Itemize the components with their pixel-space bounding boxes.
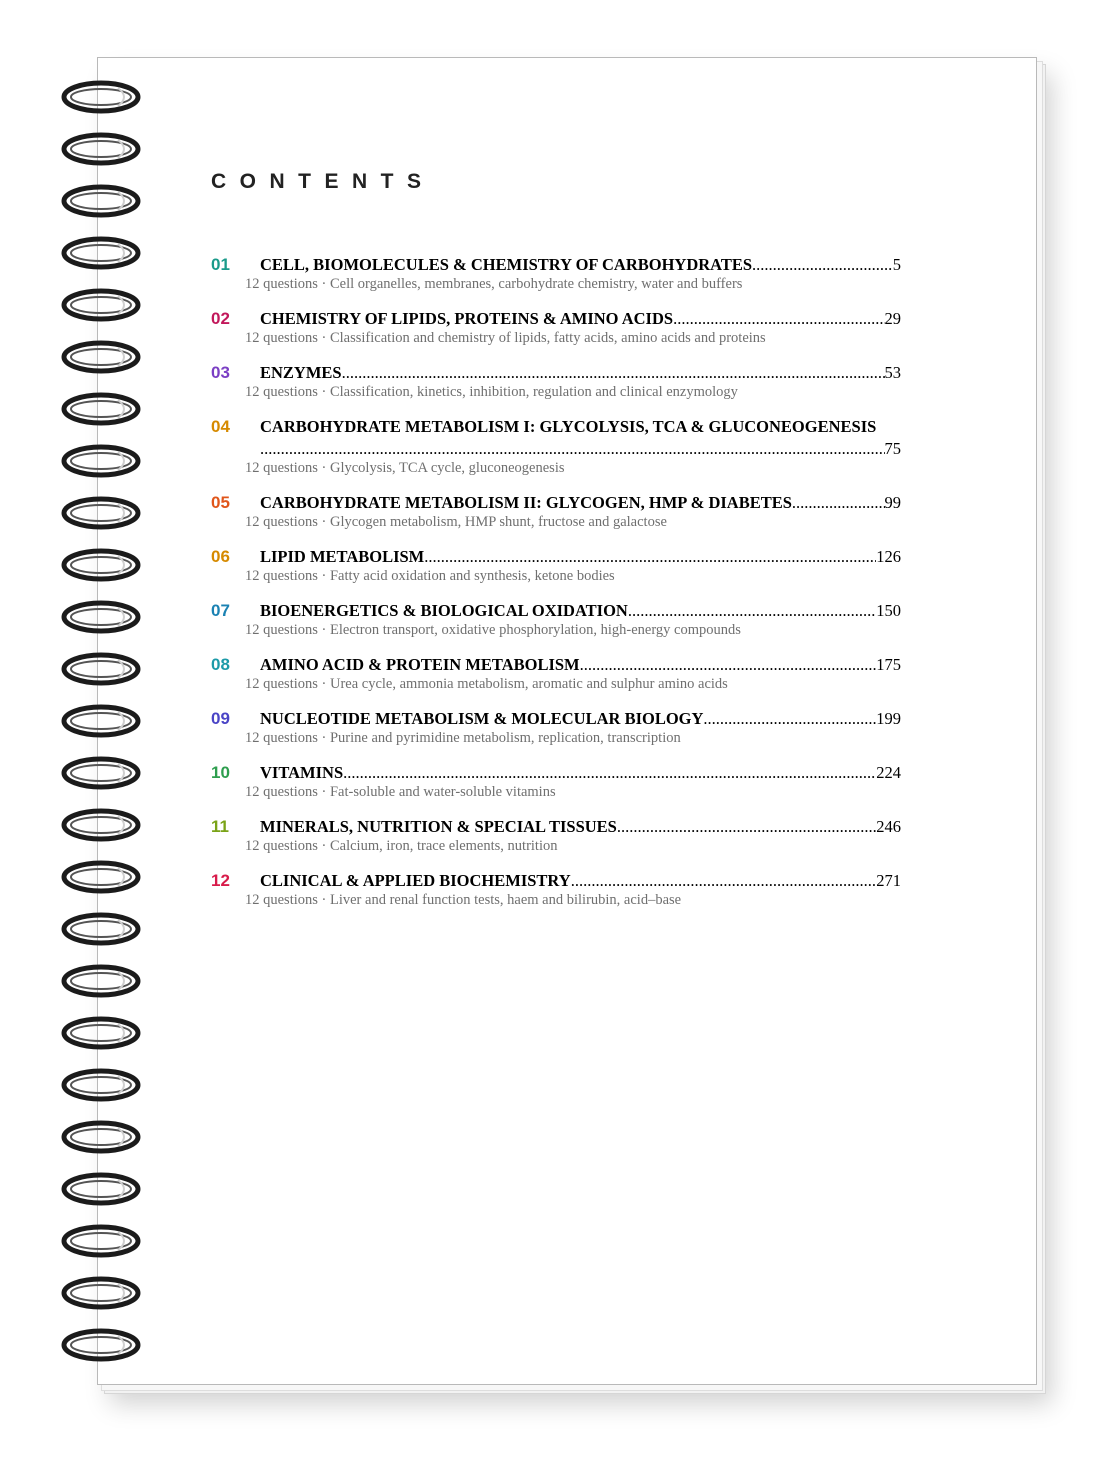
spiral-coil: [64, 1331, 138, 1359]
chapter-number: 06: [211, 547, 230, 566]
chapter-title: NUCLEOTIDE METABOLISM & MOLECULAR BIOLOGY: [260, 709, 704, 728]
page-number: 224: [876, 763, 901, 782]
toc-entry[interactable]: [211, 254, 901, 293]
toc-entry[interactable]: [211, 362, 901, 401]
spiral-coil: [64, 759, 138, 787]
chapter-number: 04: [211, 417, 230, 436]
notebook-page: [97, 57, 1037, 1385]
spiral-coil: [64, 551, 138, 579]
chapter-title: LIPID METABOLISM: [260, 547, 425, 566]
spiral-coil: [64, 655, 138, 683]
spiral-coil: [64, 239, 138, 267]
chapter-number: 02: [211, 309, 230, 328]
spiral-coil: [64, 1175, 138, 1203]
chapter-title: VITAMINS: [260, 763, 344, 782]
chapter-description: 12 questions · Purine and pyrimidine metabolism, replication, transcription: [245, 730, 681, 746]
dot-leader: [617, 816, 876, 837]
toc-entry[interactable]: [211, 308, 901, 347]
chapter-description: 12 questions · Electron transport, oxidative phosphorylation, high-energy compounds: [245, 622, 741, 638]
chapter-number: 12: [211, 871, 230, 890]
spiral-coil: [64, 863, 138, 891]
dot-leader: [260, 438, 885, 459]
toc-entry[interactable]: [211, 870, 901, 909]
chapter-description: 12 questions · Liver and renal function tests, haem and bilirubin, acid–base: [245, 892, 682, 908]
contents-heading: CONTENTS: [211, 170, 435, 193]
spiral-coil: [64, 811, 138, 839]
page-number: 5: [892, 255, 901, 274]
page-number: 126: [876, 547, 901, 566]
dot-leader: [580, 654, 877, 675]
chapter-title: CHEMISTRY OF LIPIDS, PROTEINS & AMINO ACIDS: [260, 309, 674, 328]
chapter-title: ENZYMES: [260, 363, 342, 382]
chapter-number: 11: [211, 817, 229, 836]
spiral-coil: [64, 603, 138, 631]
chapter-title: MINERALS, NUTRITION & SPECIAL TISSUES: [260, 817, 617, 836]
page-number: 53: [884, 363, 901, 382]
spiral-coil: [64, 447, 138, 475]
page-number: 271: [876, 871, 901, 890]
spiral-coil: [64, 291, 138, 319]
spiral-coil: [64, 967, 138, 995]
chapter-description: 12 questions · Cell organelles, membranes, carbohydrate chemistry, water and buffers: [245, 276, 743, 292]
chapter-description: 12 questions · Glycogen metabolism, HMP shunt, fructose and galactose: [245, 514, 667, 530]
toc-entry[interactable]: [211, 708, 901, 747]
spiral-binding: [60, 78, 150, 1378]
toc-entry[interactable]: [211, 416, 901, 477]
page-number: 99: [884, 493, 901, 512]
toc-entry[interactable]: [211, 600, 901, 639]
spiral-coil: [64, 1123, 138, 1151]
toc-entry[interactable]: [211, 546, 901, 585]
toc-entry[interactable]: [211, 762, 901, 801]
dot-leader: [752, 254, 893, 275]
chapter-number: 03: [211, 363, 230, 382]
chapter-description: 12 questions · Classification and chemistry of lipids, fatty acids, amino acids and proteins: [245, 330, 766, 346]
chapter-title: CELL, BIOMOLECULES & CHEMISTRY OF CARBOHYDRATES: [260, 255, 753, 274]
dot-leader: [703, 708, 876, 729]
chapter-title: CLINICAL & APPLIED BIOCHEMISTRY: [260, 871, 571, 890]
chapter-description: 12 questions · Fat-soluble and water-soluble vitamins: [245, 784, 556, 800]
chapter-title: AMINO ACID & PROTEIN METABOLISM: [260, 655, 580, 674]
spiral-coil: [64, 915, 138, 943]
chapter-description: 12 questions · Calcium, iron, trace elements, nutrition: [245, 838, 558, 854]
dot-leader: [424, 546, 876, 567]
spiral-coil: [64, 83, 138, 111]
chapter-title: CARBOHYDRATE METABOLISM I: GLYCOLYSIS, TCA & GLUCONEOGENESIS: [260, 417, 877, 436]
chapter-description: 12 questions · Fatty acid oxidation and synthesis, ketone bodies: [245, 568, 615, 584]
spiral-coil: [64, 1071, 138, 1099]
toc-entry[interactable]: [211, 492, 901, 531]
page-number: 175: [876, 655, 901, 674]
chapter-number: 01: [211, 255, 230, 274]
chapter-description: 12 questions · Classification, kinetics, inhibition, regulation and clinical enzymology: [245, 384, 738, 400]
toc-list: [211, 254, 901, 909]
chapter-description: 12 questions · Glycolysis, TCA cycle, gluconeogenesis: [245, 460, 565, 476]
dot-leader: [673, 308, 884, 329]
toc-entry[interactable]: [211, 816, 901, 855]
spiral-coil: [64, 1279, 138, 1307]
dot-leader: [571, 870, 877, 891]
page-number: 75: [884, 439, 901, 458]
spiral-coil: [64, 499, 138, 527]
spiral-coil: [64, 1227, 138, 1255]
spiral-coil: [64, 343, 138, 371]
chapter-title: BIOENERGETICS & BIOLOGICAL OXIDATION: [260, 601, 628, 620]
chapter-title: CARBOHYDRATE METABOLISM II: GLYCOGEN, HMP & DIABETES: [260, 493, 792, 512]
chapter-number: 08: [211, 655, 230, 674]
dot-leader: [343, 762, 876, 783]
page-number: 246: [876, 817, 901, 836]
spiral-coil: [64, 707, 138, 735]
page-number: 150: [876, 601, 901, 620]
page-number: 199: [876, 709, 901, 728]
chapter-description: 12 questions · Urea cycle, ammonia metabolism, aromatic and sulphur amino acids: [245, 676, 728, 692]
spiral-coil: [64, 135, 138, 163]
dot-leader: [342, 362, 885, 383]
dot-leader: [628, 600, 876, 621]
spiral-coils: [60, 78, 150, 1378]
spiral-coil: [64, 395, 138, 423]
dot-leader: [792, 492, 885, 513]
spiral-coil: [64, 1019, 138, 1047]
toc-entry[interactable]: [211, 654, 901, 693]
chapter-number: 10: [211, 763, 230, 782]
chapter-number: 09: [211, 709, 230, 728]
page-number: 29: [884, 309, 901, 328]
chapter-number: 05: [211, 493, 230, 512]
chapter-number: 07: [211, 601, 230, 620]
spiral-coil: [64, 187, 138, 215]
toc-content: [211, 170, 901, 924]
